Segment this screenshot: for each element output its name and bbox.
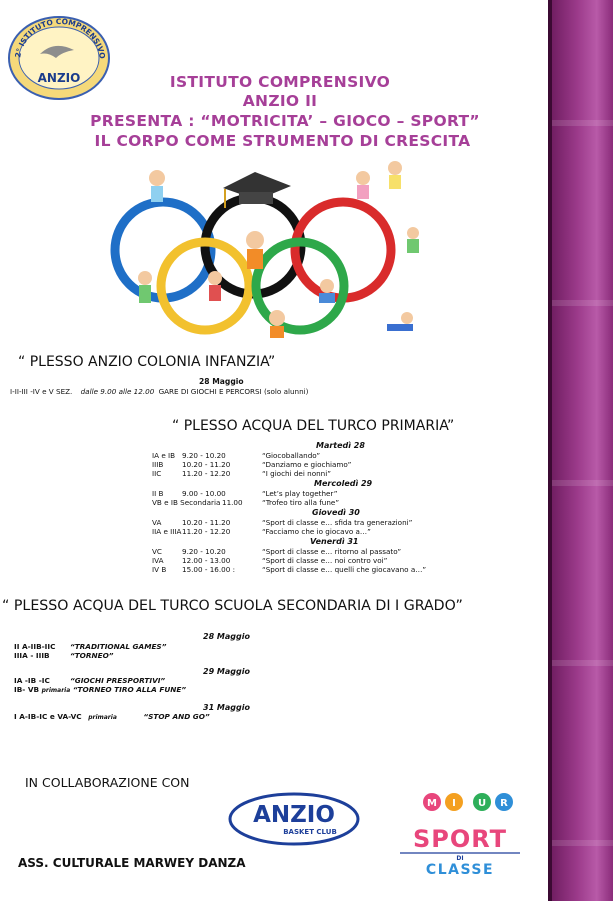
primaria-time: 9.20 - 10.20 bbox=[182, 451, 226, 460]
secondaria-title: “ PLESSO ACQUA DEL TURCO SCUOLA SECONDARIA DI I GRADO” bbox=[2, 598, 463, 614]
header-line-4: IL CORPO COME STRUMENTO DI CRESCITA bbox=[94, 132, 471, 150]
sport-di-text: DI bbox=[456, 855, 464, 862]
miur-letter-u: U bbox=[477, 798, 487, 809]
logo-city: ANZIO bbox=[37, 71, 81, 85]
infanzia-title: “ PLESSO ANZIO COLONIA INFANZIA” bbox=[18, 354, 276, 370]
primaria-activity: “Giocoballando” bbox=[262, 451, 321, 460]
primaria-class: VA bbox=[152, 518, 162, 527]
anzio-logo-text: ANZIO bbox=[253, 802, 335, 828]
primaria-activity: “Sport di classe e… noi contro voi” bbox=[262, 556, 388, 565]
secondaria-day-29: 29 Maggio bbox=[203, 667, 250, 676]
primaria-time: 11.20 - 12.20 bbox=[182, 527, 231, 536]
primaria-activity: “Sport di classe e… ritorno al passato” bbox=[262, 547, 402, 556]
secondaria-activity: “TORNEO” bbox=[70, 651, 114, 660]
miur-letter-i: I bbox=[452, 798, 456, 809]
primaria-class: VB e IB Secondaria bbox=[152, 498, 221, 507]
secondaria-day-28: 28 Maggio bbox=[203, 632, 250, 641]
infanzia-classes: I-II-III -IV e V SEZ. bbox=[10, 387, 73, 396]
primaria-activity: “Danziamo e giochiamo” bbox=[262, 460, 352, 469]
classe-logo-text: CLASSE bbox=[425, 862, 495, 878]
primaria-class: IIIB bbox=[152, 460, 164, 469]
primaria-day: Martedì 28 bbox=[316, 441, 365, 450]
primaria-time: 12.00 - 13.00 bbox=[182, 556, 231, 565]
anzio-basket-logo bbox=[228, 792, 360, 846]
secondaria-row bbox=[14, 685, 186, 694]
primaria-class: IIC bbox=[152, 469, 162, 478]
primaria-time: 10.20 - 11.20 bbox=[182, 460, 231, 469]
primaria-time: 10.20 - 11.20 bbox=[182, 518, 231, 527]
primaria-activity: “Sport di classe e… quelli che giocavano a…” bbox=[262, 565, 427, 574]
primaria-activity: “Sport di classe e… sfida tra generazioni” bbox=[262, 518, 413, 527]
header-line-1: ISTITUTO COMPRENSIVO bbox=[169, 73, 391, 91]
header-line-3: PRESENTA : “MOTRICITA’ – GIOCO – SPORT” bbox=[90, 112, 480, 130]
primaria-activity: “Let’s play together” bbox=[262, 489, 338, 498]
primaria-tag: primaria bbox=[88, 714, 117, 721]
logo-arc-text: 2° ISTITUTO COMPRENSIVO bbox=[13, 16, 107, 60]
infanzia-date: 28 Maggio bbox=[199, 377, 244, 386]
basket-club-text: BASKET CLUB bbox=[283, 828, 337, 836]
primaria-class: VC bbox=[152, 547, 162, 556]
infanzia-desc: GARE DI GIOCHI E PERCORSI (solo alunni) bbox=[158, 387, 309, 396]
sport-logo-text: SPORT bbox=[412, 825, 508, 853]
association-label: ASS. CULTURALE MARWEY DANZA bbox=[18, 856, 246, 870]
primaria-class: IA e IB bbox=[152, 451, 176, 460]
header-line-2: ANZIO II bbox=[242, 92, 318, 110]
primaria-day: Venerdì 31 bbox=[310, 537, 359, 546]
primaria-class: IV B bbox=[152, 565, 167, 574]
olympic-rings-illustration bbox=[105, 158, 450, 348]
miur-letter-r: R bbox=[500, 798, 508, 809]
primaria-class: IIA e IIIA bbox=[152, 527, 182, 536]
secondaria-activity: “GIOCHI PRESPORTIVI” bbox=[70, 676, 166, 685]
primaria-activity: “Trofeo tiro alla fune” bbox=[262, 498, 340, 507]
secondaria-classes: IB- VB bbox=[14, 685, 40, 694]
primaria-activity: “Facciamo che io giocavo a…” bbox=[262, 527, 371, 536]
infanzia-row bbox=[10, 387, 308, 396]
secondaria-activity: “STOP AND GO” bbox=[143, 712, 210, 721]
secondaria-row: IIIA - IIIB bbox=[14, 651, 50, 660]
primaria-time: 11.00 bbox=[222, 498, 243, 507]
infanzia-time: dalle 9.00 alle 12.00 bbox=[80, 387, 155, 396]
secondaria-row: II A-IIB-IIC bbox=[14, 642, 56, 651]
primaria-activity: “I giochi dei nonni” bbox=[262, 469, 331, 478]
primaria-time: 15.00 - 16.00 : bbox=[182, 565, 236, 574]
primaria-day: Mercoledì 29 bbox=[314, 479, 373, 488]
primaria-time: 11.20 - 12.20 bbox=[182, 469, 231, 478]
secondaria-activity: “TRADITIONAL GAMES” bbox=[70, 642, 167, 651]
miur-letter-m: M bbox=[427, 798, 437, 809]
primaria-tag: primaria bbox=[41, 687, 71, 694]
primaria-day: Giovedì 30 bbox=[312, 508, 360, 517]
primaria-class: II B bbox=[152, 489, 164, 498]
primaria-class: IVA bbox=[152, 556, 164, 565]
primaria-time: 9.20 - 10.20 bbox=[182, 547, 226, 556]
secondaria-row bbox=[14, 712, 210, 721]
secondaria-day-31: 31 Maggio bbox=[203, 703, 250, 712]
primaria-time: 9.00 - 10.00 bbox=[182, 489, 226, 498]
collaboration-label: IN COLLABORAZIONE CON bbox=[25, 775, 190, 790]
primaria-title: “ PLESSO ACQUA DEL TURCO PRIMARIA” bbox=[172, 418, 455, 434]
secondaria-row: IA -IB -IC bbox=[14, 676, 50, 685]
secondaria-classes: I A-IB-IC e VA-VC bbox=[14, 712, 82, 721]
secondaria-activity: “TORNEO TIRO ALLA FUNE” bbox=[72, 685, 187, 694]
sport-di-classe-logo bbox=[394, 792, 526, 878]
